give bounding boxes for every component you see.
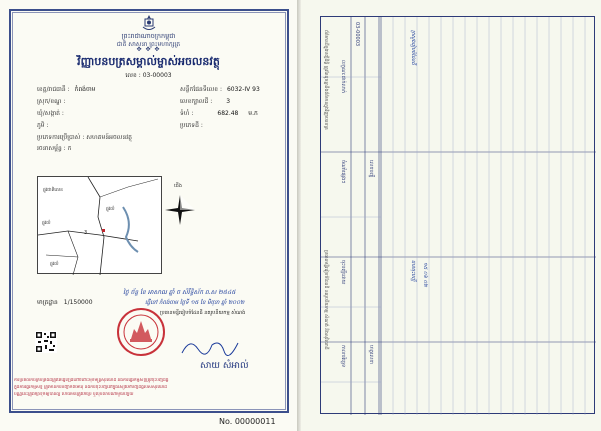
land-use-field bbox=[37, 133, 135, 142]
map-scale-label: មាត្រដ្ឋាន bbox=[37, 299, 58, 306]
parcel-field bbox=[180, 85, 260, 94]
parcel-value: 6032-IV 93 bbox=[226, 86, 260, 93]
north-label: ជើង bbox=[174, 183, 182, 189]
village-field bbox=[37, 121, 52, 130]
map-scale bbox=[37, 298, 93, 307]
commune-label: ឃុំ/សង្កាត់ : bbox=[37, 110, 64, 117]
register-bottom-note: ប្រធានមន្ទីររៀបចំដែនដី នគរូបនីយកម្ម សំណង់ និងសុរិយោដី bbox=[323, 250, 328, 350]
parcel-label: សន្លឹកផែនទីលេខ : bbox=[180, 86, 223, 93]
motto-heading: ជាតិ សាសនា ព្រះមហាក្សត្រ bbox=[116, 41, 181, 48]
plot-label: លេខក្បាលដី : bbox=[180, 98, 213, 105]
footer-note-3: បណ្ណនេះត្រូវរក្សាទុកឲ្យបានល្អ ហើយមិនត្រូវកែប្រែ ឬលុបលាបណាមួយឡើយ bbox=[14, 392, 134, 397]
register-header-signature: ហត្ថលេខា bbox=[368, 345, 374, 365]
register-handwritten-2: បានចុះបញ្ជី bbox=[410, 260, 416, 282]
land-type-field bbox=[180, 121, 206, 130]
register-top-note: ព័ត៌មានដីក្នុងបញ្ជីដីធ្លី ត្រូវតែដូចគ្នានឹងព័ត៌មានក្នុងវិញ្ញាបនបត្រ bbox=[323, 30, 328, 130]
area-unit: ម.ក bbox=[248, 110, 258, 117]
province-field bbox=[37, 85, 96, 94]
register-grid bbox=[321, 17, 596, 415]
register-header-specific: លក្ខណៈជាក់លាក់ bbox=[340, 60, 346, 94]
kingdom-heading: ព្រះរាជាណាចក្រកម្ពុជា bbox=[121, 32, 176, 40]
ornament: ✥ ✥ ✥ bbox=[136, 46, 161, 53]
footer-note-2: ក្នុងការផ្ទេរកម្មសិទ្ធិ ត្រូវមានការបញ្ជាក់ពីមេឃុំ និងការចុះបញ្ជីនៅក្នុងសៀវភៅបញ្ជីដីធ្លីរបស់សុរិយោដី bbox=[14, 385, 168, 390]
register-header-registered-by: ចុះបញ្ជីដោយ bbox=[340, 260, 346, 285]
village-label: ភូមិ : bbox=[37, 122, 49, 129]
map-road-label-3: ផ្លូវលំ bbox=[50, 262, 59, 267]
qr-code-icon bbox=[35, 331, 57, 353]
official-seal-icon bbox=[116, 307, 166, 357]
register-doc-number: 03-00003 bbox=[354, 22, 360, 47]
map-road-label-2: ផ្លូវលំ bbox=[42, 221, 51, 226]
map-scale-value: 1/150000 bbox=[63, 299, 93, 306]
province-label: ខេត្ត/រាជធានី : bbox=[37, 86, 70, 93]
plot-field bbox=[180, 97, 230, 106]
certificate-number bbox=[0, 71, 297, 80]
commune-field bbox=[37, 109, 67, 118]
area-field bbox=[180, 109, 258, 118]
certificate-page bbox=[0, 0, 297, 431]
handwritten-date-line-1: ថ្ងៃ ច័ន្ទ ខែ អាសាឍ ឆ្នាំ ច សំរឹទ្ធិស័ក ព.ស ២៥៤៥ bbox=[123, 289, 236, 296]
map-parcel-number: 3 bbox=[84, 230, 88, 236]
certificate-number-label: លេខ : bbox=[125, 72, 141, 79]
register-handwritten-3: ១៥ ០៦ ០២ bbox=[422, 262, 428, 287]
plot-value: 3 bbox=[226, 98, 231, 105]
signature-icon bbox=[180, 335, 240, 357]
land-use-label: ប្រភេទការប្រើប្រាស់ : សហគមន៍អចលនវត្ថុ bbox=[37, 134, 132, 141]
map-road-label-4: ផ្លូវលំ bbox=[106, 207, 115, 212]
register-header-date: កាលបរិច្ឆេទ bbox=[340, 345, 346, 368]
parcel-map bbox=[37, 176, 162, 274]
district-label: ស្រុក/ខណ្ឌ : bbox=[37, 98, 66, 105]
register-handwritten-1: ក្រសួងរៀបចំដែនដី bbox=[410, 30, 416, 65]
structure-field bbox=[37, 144, 74, 153]
area-value: 682.48 bbox=[217, 110, 239, 117]
register-header-notes: ចំណាំផ្សេងៗ bbox=[340, 160, 346, 184]
area-label: ទំហំ : bbox=[180, 110, 194, 117]
issuer-line: ប្រធានមន្ទីររៀបចំដែនដី នគរូបនីយកម្ម សំណង់ bbox=[160, 310, 246, 316]
royal-emblem-icon bbox=[140, 14, 158, 32]
compass-rose-icon bbox=[165, 195, 195, 225]
register-table bbox=[320, 16, 595, 414]
land-type-label: ប្រភេទដី : bbox=[180, 122, 203, 129]
structure-label: រចនាសម្ព័ន្ធ : ក bbox=[37, 145, 72, 152]
footer-note-1: ការប្រគល់ការគ្រប់គ្រងដីត្រូវតែធ្វើឡើងនៅចំពោះមុខមន្ត្រីសុរិយោដី និងការផ្ទេរកម្មសិទ្ធិត្រូវចុះបញ្ជីដីធ្លី bbox=[14, 378, 169, 383]
district-field bbox=[37, 97, 68, 106]
register-header-entry-no: លេខបញ្ជី bbox=[368, 160, 374, 178]
map-road-label-1: ផ្លូវជាតិលេខ bbox=[43, 188, 63, 193]
province-value: កំពង់ចាម bbox=[74, 86, 96, 93]
serial-number: No. 00000011 bbox=[219, 417, 276, 426]
certificate-title: វិញ្ញាបនបត្រសម្គាល់ម្ចាស់អចលនវត្ថុ bbox=[77, 55, 220, 68]
certificate-number-value: 03-00003 bbox=[142, 72, 172, 79]
handwritten-date-line-2: ធ្វើនៅ កំពង់ចាម ថ្ងៃទី ១៥ ខែ មិថុនា ឆ្នាំ ២០០២ bbox=[145, 300, 245, 306]
signatory-name: សាយ សំអាល់ bbox=[200, 361, 249, 371]
